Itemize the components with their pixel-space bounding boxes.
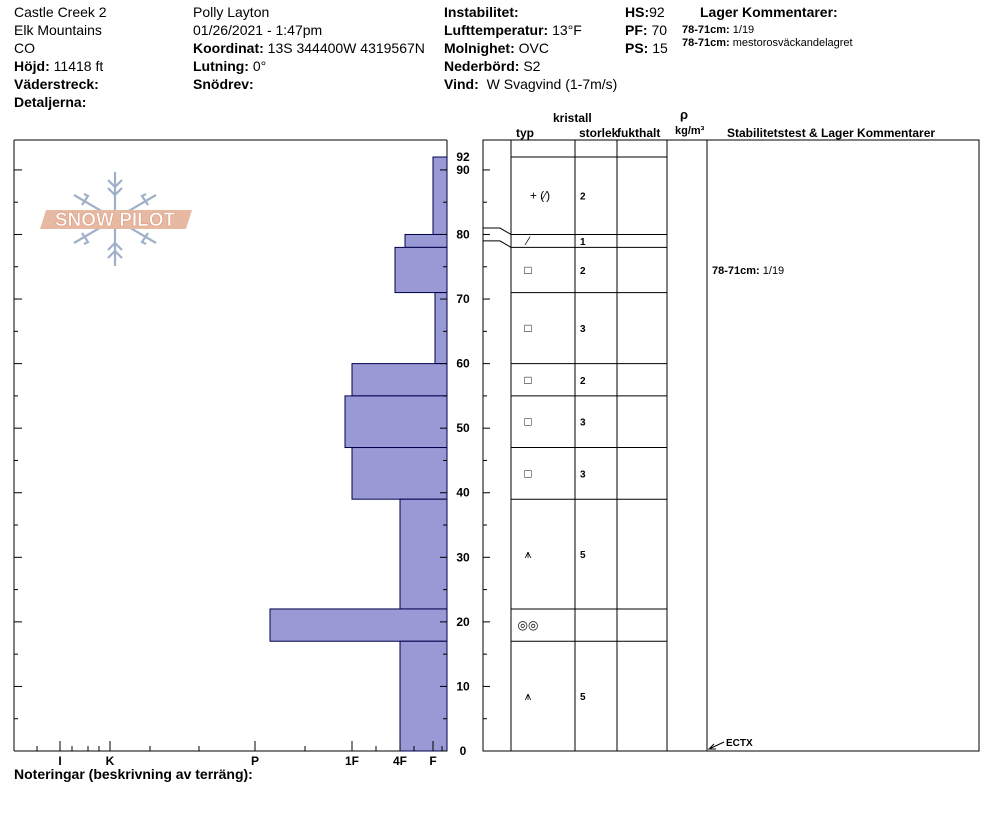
layer-comments-title: Lager Kommentarer: (700, 4, 838, 20)
stability-annotations (709, 265, 784, 749)
hardness-bar (400, 499, 447, 609)
grain-type-symbol: ⩚ (524, 689, 532, 704)
hardness-bar (433, 157, 447, 234)
depth-label: 70 (456, 292, 470, 307)
layer-table-frame (483, 140, 979, 751)
ectx-pointer (709, 742, 724, 749)
ps-label: PS: (625, 40, 649, 56)
layer-comment-text: 1/19 (732, 24, 755, 36)
layer-comment-text: mestorosväckandelagret (732, 37, 853, 49)
hardness-bar (352, 448, 447, 500)
observer: Polly Layton (193, 4, 270, 20)
hardness-label: I (58, 754, 62, 768)
hardness-bar (395, 247, 447, 292)
depth-label: 0 (459, 744, 467, 758)
grain-size-value: 3 (580, 469, 586, 481)
grain-size-value: 3 (580, 324, 586, 336)
grain-type-symbol: □ (524, 262, 532, 277)
layer-comment-depth: 78-71cm: (682, 37, 730, 49)
hardness-label: 1F (344, 754, 360, 768)
type-header: typ (516, 126, 534, 140)
stability-test-label: ECTX (726, 738, 753, 749)
wind-value: W Svagvind (1-7m/s) (486, 76, 618, 92)
grain-size-value: 5 (580, 692, 586, 704)
details-label: Detaljerna: (14, 94, 87, 110)
depth-label: 90 (456, 162, 470, 177)
precip-label: Nederbörd: (444, 58, 520, 74)
depth-label: 60 (456, 356, 470, 371)
grain-type-symbol: □ (524, 321, 532, 336)
drift-label: Snödrev: (193, 76, 254, 92)
moisture-header: fukthalt (617, 126, 661, 140)
logo-text: SNOW PILOT (54, 210, 176, 231)
layer-connector (483, 241, 511, 247)
wind-label: Vind: (444, 76, 479, 92)
slope-label: Lutning: (193, 58, 249, 74)
hardness-label: F (429, 754, 437, 768)
elevation-value: 11418 ft (53, 58, 104, 74)
slope-value: 0° (252, 58, 267, 74)
date-time: 01/26/2021 - 1:47pm (193, 22, 323, 38)
grain-size-value: 5 (580, 550, 586, 562)
depth-label: 92 (456, 150, 470, 164)
depth-label: 10 (456, 679, 470, 694)
notes-label: Noteringar (beskrivning av terräng): (14, 766, 253, 782)
hardness-bar (352, 364, 447, 396)
grain-type-symbol: ⁄ (526, 233, 530, 248)
airtemp-value: 13°F (552, 22, 582, 38)
stability-header: Stabilitetstest & Lager Kommentarer (727, 126, 936, 140)
snowpilot-logo (40, 172, 192, 266)
elevation-label: Höjd: (14, 58, 50, 74)
grain-type-symbol: ◎◎ (517, 618, 539, 633)
layer-connector (483, 228, 511, 234)
layer-note-depth: 78-71cm: (712, 264, 763, 277)
state: CO (14, 40, 35, 56)
depth-label: 80 (456, 227, 470, 242)
hardness-bar (345, 396, 447, 448)
grain-type-symbol: + (⁄) (529, 188, 551, 203)
left-axis-ticks (14, 170, 22, 751)
layer-note-text: 1/19 (762, 264, 785, 277)
grain-size-value: 3 (580, 417, 586, 429)
mountain-range: Elk Mountains (14, 22, 102, 38)
crystal-header: kristall (553, 111, 592, 125)
pf-label: PF: (625, 22, 648, 38)
depth-label: 30 (456, 550, 470, 565)
precip-value: S2 (523, 58, 541, 74)
grain-type-symbol: □ (524, 414, 532, 429)
grain-type-symbol: □ (524, 466, 532, 481)
hardness-bar (405, 234, 447, 247)
sky-label: Molnighet: (444, 40, 515, 56)
density-unit-header: kg/m³ (675, 125, 705, 137)
hardness-bar (270, 609, 447, 641)
grain-size-value: 1 (580, 236, 586, 248)
hardness-bar (400, 641, 447, 751)
grain-type-symbol: ⩚ (524, 547, 532, 562)
grain-size-value: 2 (580, 265, 586, 277)
grain-size-value: 2 (580, 191, 586, 203)
hardness-label: K (105, 754, 115, 768)
ps-value: 15 (652, 40, 668, 56)
airtemp-label: Lufttemperatur: (444, 22, 549, 38)
hardness-label: P (250, 754, 260, 768)
pf-value: 70 (651, 22, 668, 38)
hardness-bar (435, 293, 447, 364)
hs-value: 92 (649, 4, 665, 20)
grain-type-symbol: □ (524, 372, 532, 387)
hardness-axis (37, 741, 442, 768)
depth-label: 50 (456, 421, 470, 436)
hardness-bars (270, 157, 447, 751)
sky-value: OVC (518, 40, 549, 56)
grain-size-value: 2 (580, 375, 586, 387)
depth-label: 20 (456, 614, 470, 629)
rho-header: ρ (680, 107, 689, 122)
location-name: Castle Creek 2 (14, 4, 107, 20)
hs-label: HS: (625, 4, 650, 20)
coord-label: Koordinat: (193, 40, 264, 56)
layer-comment-depth: 78-71cm: (682, 24, 730, 36)
layer-note (712, 265, 784, 277)
instability-label: Instabilitet: (444, 4, 519, 20)
aspect-label: Väderstreck: (14, 76, 99, 92)
coord-value: 13S 344400W 4319567N (267, 40, 425, 56)
depth-label: 40 (456, 485, 470, 500)
layer-table-cells (518, 189, 586, 703)
size-header: storlek (579, 126, 619, 140)
hardness-label: 4F (392, 754, 408, 768)
